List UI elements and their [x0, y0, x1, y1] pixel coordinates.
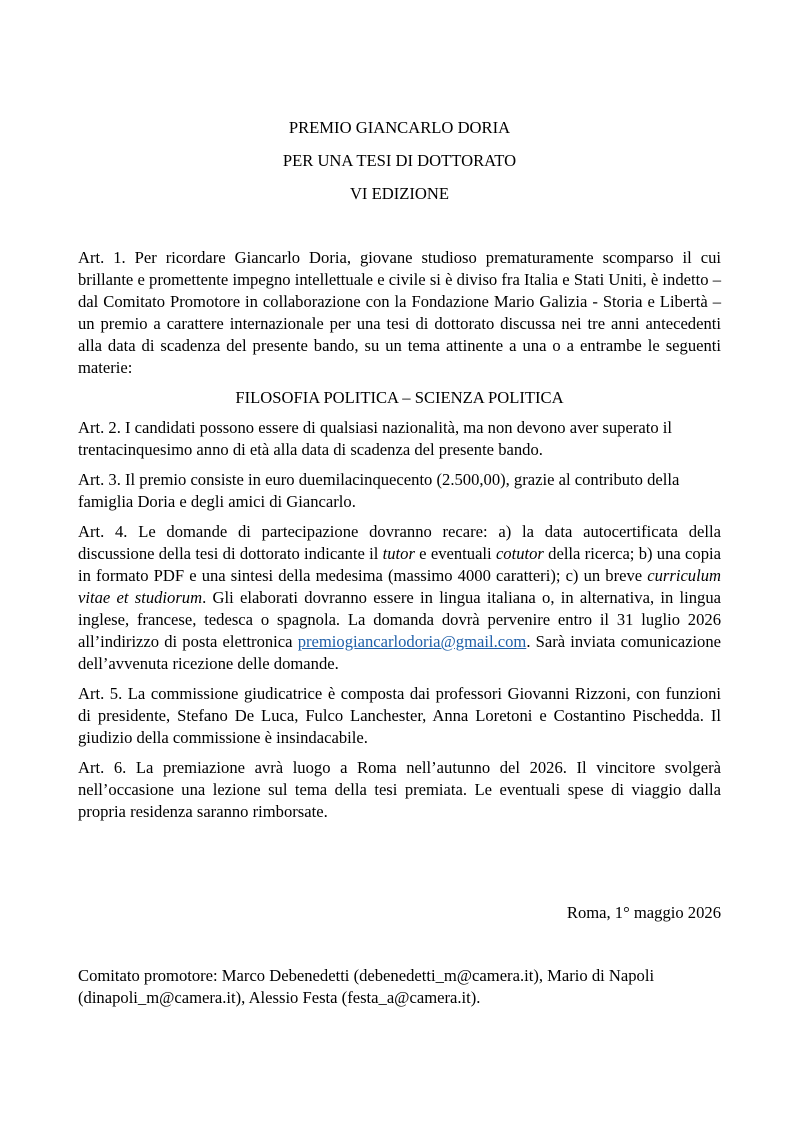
article-4-text-2: e eventuali [414, 544, 496, 563]
article-2: Art. 2. I candidati possono essere di qualsiasi nazionalità, ma non devono aver superato il trentacinquesimo anno di età alla data di scadenza del presente bando. [78, 418, 672, 459]
article-4 [78, 521, 721, 675]
place-date: Roma, 1° maggio 2026 [566, 903, 721, 922]
title-line-3: VI EDIZIONE [349, 184, 450, 203]
article-3: Art. 3. Il premio consiste in euro duemilacinquecento (2.500,00), grazie al contributo della famiglia Doria e degli amici di Giancarlo. [78, 470, 680, 511]
curriculum-term: curriculum vitae et studiorum [78, 566, 721, 607]
cotutor-term: cotutor [495, 544, 544, 563]
title-line-2: PER UNA TESI DI DOTTORATO [282, 151, 517, 170]
article-5: Art. 5. La commissione giudicatrice è composta dai professori Giovanni Rizzoni, con funzioni di presidente, Stefano De Luca, Fulco Lanchester, Anna Loretoni e Costantino Pischedda. Il giudizio della commissione è insindacabile. [78, 684, 721, 747]
article-4-text-4: . Gli elaborati dovranno essere in lingua italiana o, in alternativa, in lingua inglese, francese, tedesca o spagnola. La domanda dovrà pervenire entro il 31 luglio 2026 all’indirizzo di posta elettronica [78, 588, 722, 651]
article-6: Art. 6. La premiazione avrà luogo a Roma nell’autunno del 2026. Il vincitore svolgerà nell’occasione una lezione sul tema della tesi premiata. Le eventuali spese di viaggio dalla propria residenza saranno rimborsate. [78, 758, 721, 821]
article-1: Art. 1. Per ricordare Giancarlo Doria, giovane studioso prematuramente scomparso il cui brillante e promettente impegno intellettuale e civile si è diviso fra Italia e Stati Uniti, è indetto – dal Comitato Promotore in collaborazione con la Fondazione Mario Galizia - Storia e Libertà – un premio a carattere internazionale per una tesi di dottorato discussa nei tre anni antecedenti alla data di scadenza del presente bando, su un tema attinente a una o a entrambe le seguenti materie: [78, 248, 721, 377]
title-line-1: PREMIO GIANCARLO DORIA [288, 118, 511, 137]
document-page [78, 117, 722, 1007]
submission-email-link[interactable]: premiogiancarlodoria@gmail.com [297, 632, 527, 651]
tutor-term: tutor [382, 544, 415, 563]
article-4-text-3: della ricerca; b) una copia in formato PDF e una sintesi della medesima (massimo 4000 caratteri); c) un breve [78, 544, 721, 585]
subjects-line: FILOSOFIA POLITICA – SCIENZA POLITICA [235, 388, 564, 407]
committee-footer: Comitato promotore: Marco Debenedetti (debenedetti_m@camera.it), Mario di Napoli (dinapoli_m@camera.it), Alessio Festa (festa_a@camera.it). [78, 966, 655, 1007]
article-4-text-1: Art. 4. Le domande di partecipazione dovranno recare: a) la data autocertificata della discussione della tesi di dottorato indicante il [78, 522, 721, 563]
article-4-text-5: . Sarà inviata comunicazione dell’avvenuta ricezione delle domande. [78, 632, 722, 673]
